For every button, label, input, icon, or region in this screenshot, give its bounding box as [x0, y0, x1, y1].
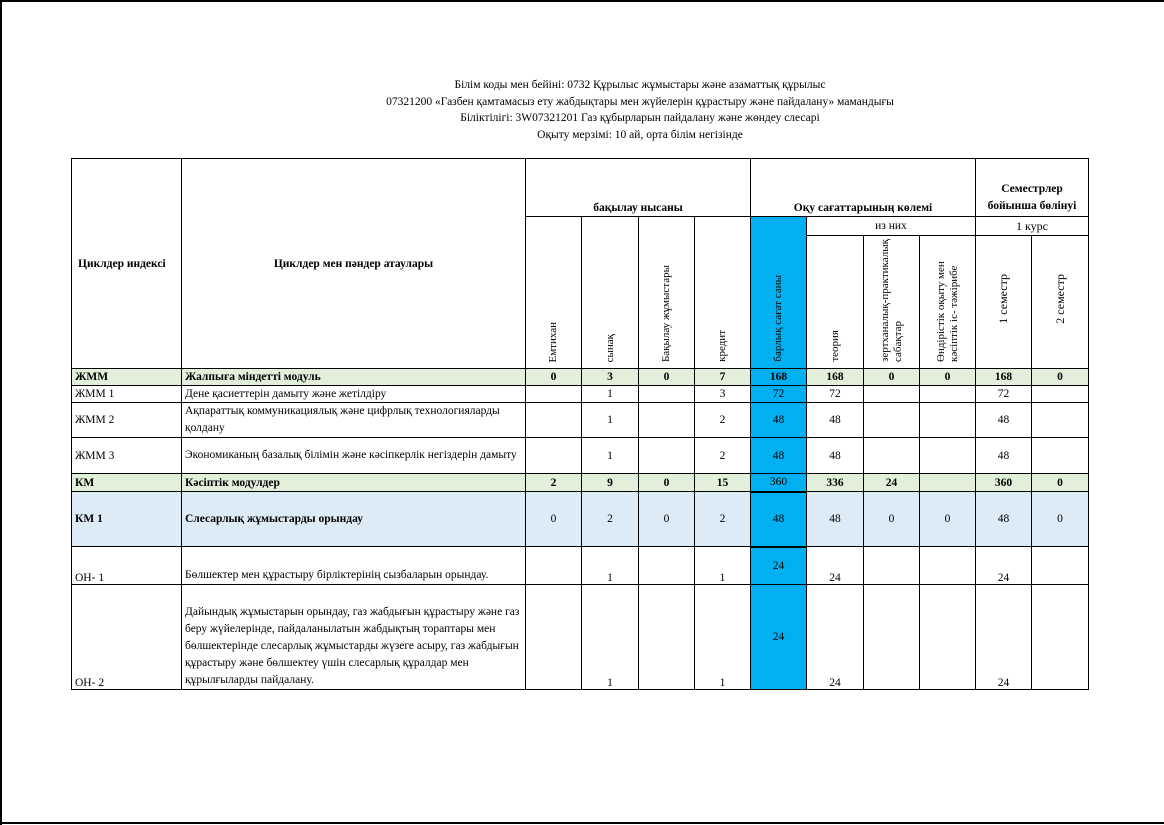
- cell-credit: 15: [695, 474, 751, 492]
- cell-practice: [920, 585, 976, 690]
- header-theory: теория: [807, 236, 864, 369]
- cell-total-hours: 48: [751, 403, 807, 438]
- cell-practice: [920, 547, 976, 585]
- cell-total-hours: 48: [751, 438, 807, 474]
- cell-exam: 0: [526, 492, 582, 547]
- cell-sem1: 48: [976, 438, 1032, 474]
- cell-theory: 48: [807, 492, 864, 547]
- cell-exam: [526, 547, 582, 585]
- cell-test: 9: [582, 474, 639, 492]
- row-index: ОН- 2: [72, 585, 182, 690]
- cell-lab: 0: [864, 492, 920, 547]
- cell-practice: [920, 474, 976, 492]
- qualification-line: Біліктілігі: 3W07321201 Газ құбырларын пайдалану және жөндеу слесарі: [460, 112, 820, 124]
- page-border-left: [0, 0, 2, 825]
- cell-sem2: 0: [1032, 492, 1089, 547]
- cell-control-work: 0: [639, 474, 695, 492]
- table-row: [72, 438, 1089, 474]
- study-duration-line: Оқыту мерзімі: 10 ай, орта білім негізінде: [537, 128, 743, 141]
- table-row-submodule: [72, 492, 1089, 547]
- cell-test: 1: [582, 403, 639, 438]
- cell-test: 1: [582, 547, 639, 585]
- table-row-module: [72, 369, 1089, 386]
- document-header: [280, 77, 1000, 143]
- row-name: Жалпыға міндетті модуль: [182, 369, 526, 386]
- row-index: КМ 1: [72, 492, 182, 547]
- cell-control-work: 0: [639, 369, 695, 386]
- header-industrial-practice: Өндірістік оқыту мен кәсіптік іс- тәжірибе: [920, 236, 976, 369]
- row-index: КМ: [72, 474, 182, 492]
- curriculum-table: [71, 158, 1089, 690]
- cell-total-hours: 24: [751, 585, 807, 690]
- table-row: [72, 403, 1089, 438]
- cell-control-work: [639, 438, 695, 474]
- cell-credit: 2: [695, 438, 751, 474]
- cell-credit: 3: [695, 386, 751, 403]
- cell-theory: 48: [807, 403, 864, 438]
- specialty-line: 07321200 «Газбен қамтамасыз ету жабдықтары мен жүйелерін құрастыру және пайдалану» мамандығы: [386, 95, 894, 108]
- header-row-1: [72, 159, 1089, 217]
- page-border-bottom: [0, 822, 1164, 824]
- row-name: Дайындық жұмыстарын орындау, газ жабдығын құрастыру және газ беру жүйелерінде, пайдаланылатын жабдықтың тораптары мен бөлшектерінде слесарлық жұмыстарды жүзеге асыру, газ жабдығын құрастыру және бөлшектеу үшін слесарлық құралдар мен құрылғыларды пайдалану.: [182, 585, 526, 690]
- cell-test: 3: [582, 369, 639, 386]
- header-control-form: бақылау нысаны: [526, 159, 751, 217]
- cell-sem1: 24: [976, 547, 1032, 585]
- cell-exam: [526, 403, 582, 438]
- row-index: ЖММ 2: [72, 403, 182, 438]
- header-test: сынақ: [582, 217, 639, 369]
- table-row-module: [72, 474, 1089, 492]
- cell-practice: 0: [920, 492, 976, 547]
- cell-test: 2: [582, 492, 639, 547]
- cell-sem2: 0: [1032, 369, 1089, 386]
- table-row: [72, 585, 1089, 690]
- row-name: Ақпараттық коммуникациялық және цифрлық технологияларды қолдану: [182, 403, 526, 438]
- cell-sem2: [1032, 585, 1089, 690]
- cell-lab: [864, 585, 920, 690]
- header-study-hours: Оқу сағаттарының көлемі: [751, 159, 976, 217]
- cell-control-work: 0: [639, 492, 695, 547]
- education-code-line: Білім коды мен бейіні: 0732 Құрылыс жұмыстары және азаматтық құрылыс: [454, 79, 826, 91]
- header-semester-1: 1 семестр: [976, 236, 1032, 369]
- cell-exam: [526, 585, 582, 690]
- row-name: Слесарлық жұмыстарды орындау: [182, 492, 526, 547]
- cell-sem2: [1032, 403, 1089, 438]
- cell-test: 1: [582, 386, 639, 403]
- cell-control-work: [639, 547, 695, 585]
- cell-total-hours: 48: [751, 492, 807, 547]
- cell-sem2: 0: [1032, 474, 1089, 492]
- cell-control-work: [639, 386, 695, 403]
- row-index: ЖММ 1: [72, 386, 182, 403]
- header-of-which: из них: [807, 217, 976, 236]
- table-row: [72, 547, 1089, 585]
- cell-credit: 1: [695, 585, 751, 690]
- cell-credit: 2: [695, 492, 751, 547]
- cell-sem1: 48: [976, 403, 1032, 438]
- cell-sem2: [1032, 438, 1089, 474]
- cell-exam: 0: [526, 369, 582, 386]
- table-row: [72, 386, 1089, 403]
- cell-theory: 24: [807, 547, 864, 585]
- cell-theory: 24: [807, 585, 864, 690]
- header-exam: Емтихан: [526, 217, 582, 369]
- cell-exam: [526, 386, 582, 403]
- cell-theory: 48: [807, 438, 864, 474]
- page-border-top: [0, 0, 1164, 2]
- header-semester-distribution: Семестрлер бойынша бөлінуі: [976, 159, 1089, 217]
- cell-lab: [864, 386, 920, 403]
- cell-total-hours: 168: [751, 369, 807, 386]
- header-lab-practical: зертханалық-практикалық сабақтар: [864, 236, 920, 369]
- cell-sem1: 48: [976, 492, 1032, 547]
- cell-credit: 1: [695, 547, 751, 585]
- cell-sem2: [1032, 386, 1089, 403]
- cell-practice: [920, 403, 976, 438]
- cell-exam: 2: [526, 474, 582, 492]
- cell-credit: 2: [695, 403, 751, 438]
- cell-practice: [920, 386, 976, 403]
- cell-theory: 72: [807, 386, 864, 403]
- cell-lab: [864, 403, 920, 438]
- cell-control-work: [639, 585, 695, 690]
- row-name: Экономиканың базалық білімін және кәсіпкерлік негіздерін дамыту: [182, 438, 526, 474]
- row-name: Кәсіптік модулдер: [182, 474, 526, 492]
- row-name: Дене қасиеттерін дамыту және жетілдіру: [182, 386, 526, 403]
- cell-sem1: 168: [976, 369, 1032, 386]
- cell-credit: 7: [695, 369, 751, 386]
- header-credit: кредит: [695, 217, 751, 369]
- cell-theory: 168: [807, 369, 864, 386]
- row-index: ЖММ: [72, 369, 182, 386]
- cell-lab: [864, 438, 920, 474]
- cell-lab: 0: [864, 369, 920, 386]
- header-total-hours: барлық сағат саны: [751, 217, 807, 369]
- header-cycle-index: Циклдер индексі: [72, 159, 182, 369]
- cell-sem1: 24: [976, 585, 1032, 690]
- cell-theory: 336: [807, 474, 864, 492]
- cell-sem1: 72: [976, 386, 1032, 403]
- row-name: Бөлшектер мен құрастыру бірліктерінің сызбаларын орындау.: [182, 547, 526, 585]
- cell-control-work: [639, 403, 695, 438]
- cell-practice: [920, 438, 976, 474]
- cell-total-hours: 24: [751, 547, 807, 585]
- cell-sem2: [1032, 547, 1089, 585]
- row-index: ОН- 1: [72, 547, 182, 585]
- header-cycle-names: Циклдер мен пәндер атаулары: [182, 159, 526, 369]
- cell-exam: [526, 438, 582, 474]
- cell-total-hours: 360: [751, 474, 807, 492]
- cell-total-hours: 72: [751, 386, 807, 403]
- cell-lab: 24: [864, 474, 920, 492]
- header-control-work: Бақылау жұмыстары: [639, 217, 695, 369]
- cell-test: 1: [582, 585, 639, 690]
- header-semester-2: 2 семестр: [1032, 236, 1089, 369]
- cell-lab: [864, 547, 920, 585]
- row-index: ЖММ 3: [72, 438, 182, 474]
- cell-sem1: 360: [976, 474, 1032, 492]
- header-course: 1 курс: [976, 217, 1089, 236]
- cell-test: 1: [582, 438, 639, 474]
- cell-practice: 0: [920, 369, 976, 386]
